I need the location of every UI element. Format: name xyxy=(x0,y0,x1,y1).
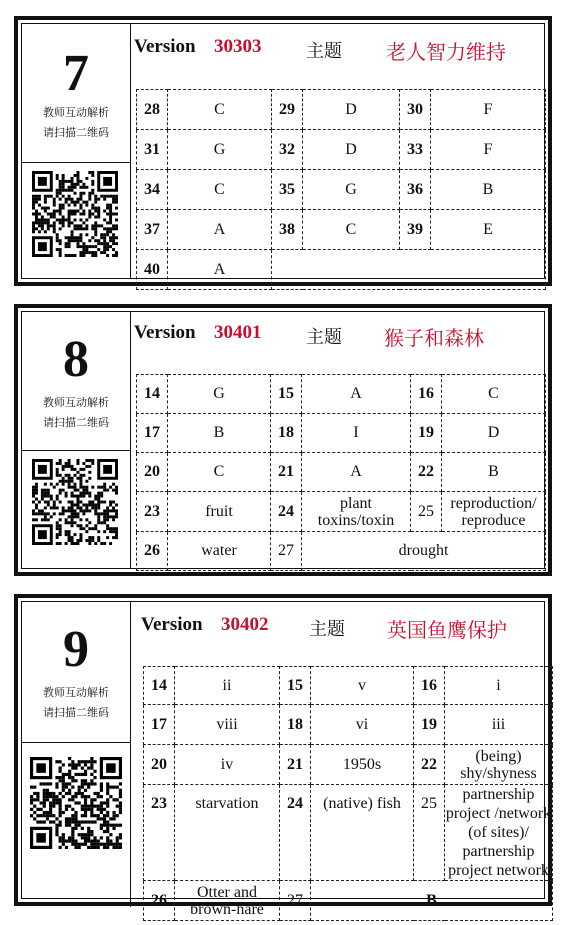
answer-cell: D xyxy=(442,414,546,453)
answer-cell: B xyxy=(431,170,546,210)
question-number: 30 xyxy=(400,90,431,130)
question-number: 20 xyxy=(137,453,168,492)
table-row xyxy=(137,375,546,414)
question-number: 24 xyxy=(271,492,302,532)
question-number: 35 xyxy=(272,170,303,210)
answer-cell: A xyxy=(168,250,272,290)
question-number: 34 xyxy=(137,170,168,210)
question-number: 21 xyxy=(271,453,302,492)
qr-code-icon[interactable] xyxy=(32,171,118,257)
answer-cell: plant toxins/toxin xyxy=(302,492,411,532)
interactive-explain-label: 教师互动解析 xyxy=(43,106,109,119)
question-number: 15 xyxy=(271,375,302,414)
question-number: 15 xyxy=(280,667,311,705)
answer-cell: iii xyxy=(445,705,553,745)
table-row xyxy=(137,492,546,532)
question-number: 14 xyxy=(137,375,168,414)
answer-cell: viii xyxy=(175,705,280,745)
answer-cell: B xyxy=(311,881,553,921)
answer-cell: A xyxy=(302,375,411,414)
question-number: 25 xyxy=(414,785,445,881)
topic-label: 主题 xyxy=(309,619,345,640)
answer-cell: C xyxy=(168,453,271,492)
version-label: Version xyxy=(141,614,203,635)
answer-cell: B xyxy=(442,453,546,492)
card-frame xyxy=(21,601,552,918)
qr-code-icon[interactable] xyxy=(30,757,122,849)
question-number: 18 xyxy=(280,705,311,745)
table-row xyxy=(144,881,553,921)
question-number: 14 xyxy=(144,667,175,705)
answer-cell: G xyxy=(168,130,272,170)
question-number: 19 xyxy=(411,414,442,453)
question-number: 23 xyxy=(137,492,168,532)
question-number: 20 xyxy=(144,745,175,785)
question-number: 19 xyxy=(414,705,445,745)
answer-cell: partnership project /network (of sites)/ partnership project network xyxy=(445,786,552,879)
answer-cell: ii xyxy=(175,667,280,705)
question-number: 37 xyxy=(137,210,168,250)
question-number: 18 xyxy=(271,414,302,453)
answer-card-8 xyxy=(14,304,552,576)
question-number: 36 xyxy=(400,170,431,210)
card-side-panel xyxy=(22,24,131,278)
card-side-panel xyxy=(22,312,131,568)
answer-cell: F xyxy=(431,130,546,170)
answer-cell: v xyxy=(311,667,414,705)
answer-table xyxy=(143,666,553,921)
qr-panel xyxy=(22,450,130,577)
qr-code-icon[interactable] xyxy=(32,459,118,545)
answer-cell: C xyxy=(168,170,272,210)
table-row xyxy=(137,210,546,250)
empty-cell xyxy=(272,250,546,290)
question-number: 25 xyxy=(411,492,442,532)
topic-label: 主题 xyxy=(306,41,342,62)
interactive-explain-label: 教师互动解析 xyxy=(43,396,109,409)
table-row xyxy=(144,705,553,745)
qr-panel xyxy=(22,162,130,287)
question-number: 27 xyxy=(271,532,302,571)
table-row xyxy=(137,532,546,571)
card-header xyxy=(134,36,544,66)
question-number: 16 xyxy=(411,375,442,414)
answer-cell: F xyxy=(431,90,546,130)
answer-cell: Otter and brown-hare xyxy=(175,881,280,921)
card-number: 8 xyxy=(63,331,89,388)
table-row xyxy=(137,414,546,453)
answer-cell: fruit xyxy=(168,492,271,532)
table-row xyxy=(144,785,553,881)
scan-qr-label: 请扫描二维码 xyxy=(43,126,109,139)
answer-cell: starvation xyxy=(175,785,280,881)
answer-table xyxy=(136,374,546,571)
answer-cell: (native) fish xyxy=(311,785,414,881)
topic-title: 猴子和森林 xyxy=(384,326,484,350)
question-number: 22 xyxy=(414,745,445,785)
question-number: 39 xyxy=(400,210,431,250)
answer-cell: drought xyxy=(302,532,546,571)
table-row xyxy=(144,745,553,785)
answer-cell: B xyxy=(168,414,271,453)
card-header xyxy=(134,322,544,352)
question-number: 16 xyxy=(414,667,445,705)
scan-qr-label: 请扫描二维码 xyxy=(43,416,109,429)
question-number: 38 xyxy=(272,210,303,250)
answer-card-7 xyxy=(14,16,552,286)
answer-cell: D xyxy=(303,130,400,170)
answer-cell: 1950s xyxy=(311,745,414,785)
question-number: 31 xyxy=(137,130,168,170)
version-label: Version xyxy=(134,36,196,57)
card-side-panel xyxy=(22,602,131,898)
version-code: 30402 xyxy=(221,614,269,635)
table-row xyxy=(137,453,546,492)
version-label: Version xyxy=(134,322,196,343)
answer-cell: iv xyxy=(175,745,280,785)
topic-label: 主题 xyxy=(306,327,342,348)
answer-cell: (being) shy/shyness xyxy=(445,745,553,785)
scan-qr-label: 请扫描二维码 xyxy=(43,706,109,719)
question-number: 33 xyxy=(400,130,431,170)
card-number: 9 xyxy=(63,621,89,678)
answer-cell: E xyxy=(431,210,546,250)
version-code: 30303 xyxy=(214,36,262,57)
question-number: 29 xyxy=(272,90,303,130)
answer-cell: reproduction/ reproduce xyxy=(442,492,546,532)
question-number: 21 xyxy=(280,745,311,785)
question-number: 27 xyxy=(280,881,311,921)
answer-cell: water xyxy=(168,532,271,571)
question-number: 17 xyxy=(137,414,168,453)
question-number: 17 xyxy=(144,705,175,745)
card-frame xyxy=(21,23,545,279)
topic-title: 老人智力维持 xyxy=(386,40,506,64)
interactive-explain-label: 教师互动解析 xyxy=(43,686,109,699)
question-number: 22 xyxy=(411,453,442,492)
version-code: 30401 xyxy=(214,322,262,343)
answer-cell: A xyxy=(168,210,272,250)
answer-table xyxy=(136,89,546,290)
card-frame xyxy=(21,311,545,569)
card-number: 7 xyxy=(63,45,89,102)
question-number: 26 xyxy=(144,881,175,921)
question-number: 23 xyxy=(144,785,175,881)
answer-cell: D xyxy=(303,90,400,130)
answer-cell: C xyxy=(168,90,272,130)
qr-panel xyxy=(22,742,131,907)
question-number: 26 xyxy=(137,532,168,571)
question-number: 28 xyxy=(137,90,168,130)
answer-cell: i xyxy=(445,667,553,705)
answer-cell: G xyxy=(168,375,271,414)
answer-card-9 xyxy=(14,594,552,918)
answer-cell: C xyxy=(442,375,546,414)
answer-cell: G xyxy=(303,170,400,210)
question-number: 32 xyxy=(272,130,303,170)
card-header xyxy=(141,614,546,644)
table-row xyxy=(137,170,546,210)
topic-title: 英国鱼鹰保护 xyxy=(387,618,507,642)
answer-cell: I xyxy=(302,414,411,453)
answer-cell: A xyxy=(302,453,411,492)
question-number: 40 xyxy=(137,250,168,290)
table-row xyxy=(137,250,546,290)
answer-cell: vi xyxy=(311,705,414,745)
question-number: 24 xyxy=(280,785,311,881)
table-row xyxy=(144,667,553,705)
answer-cell: C xyxy=(303,210,400,250)
table-row xyxy=(137,90,546,130)
table-row xyxy=(137,130,546,170)
